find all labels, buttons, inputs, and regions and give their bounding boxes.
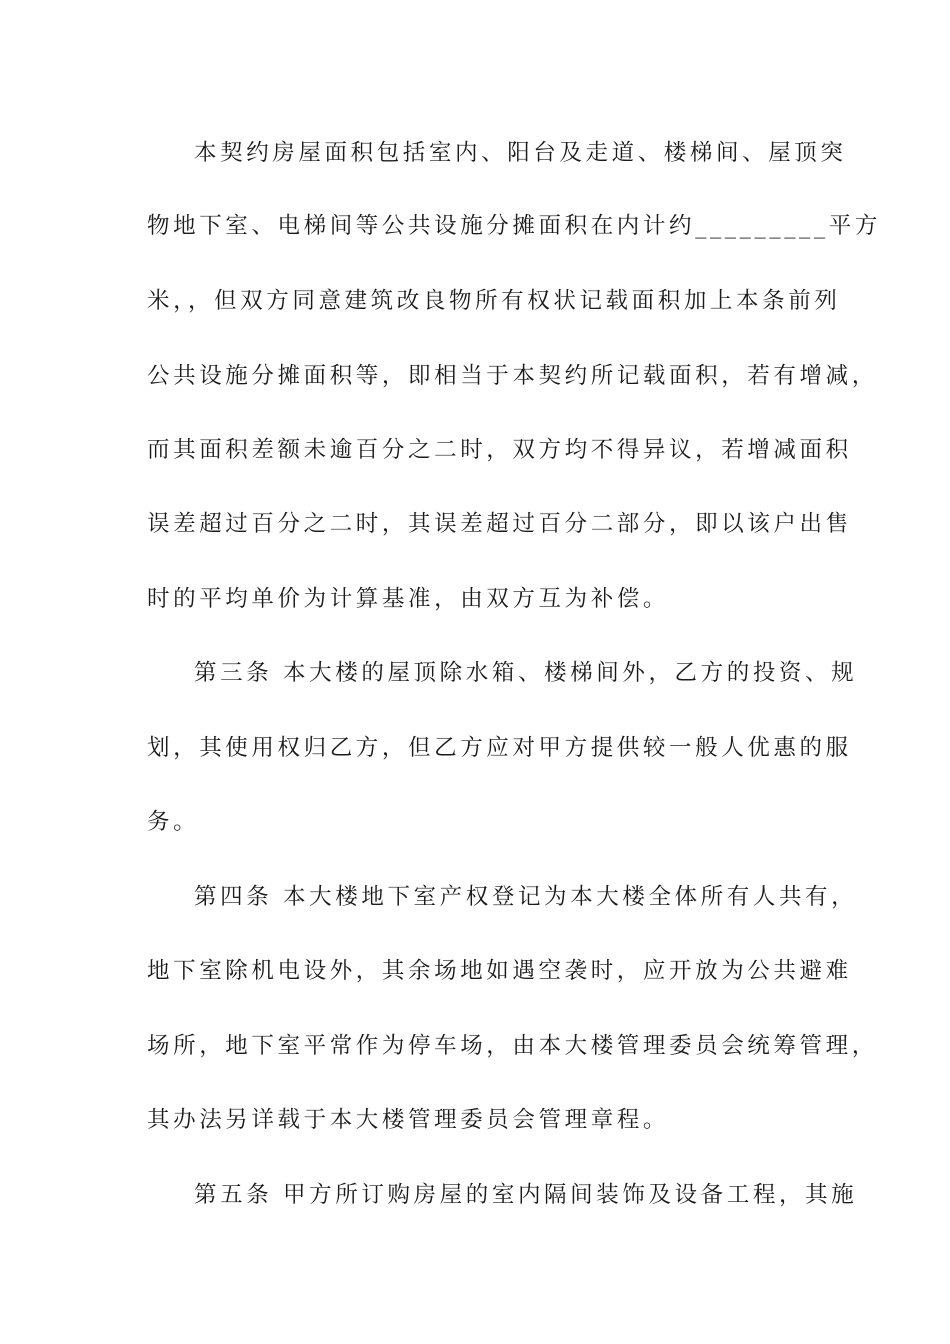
text-line: 误差超过百分之二时，其误差超过百分二部分，即以该户出售: [147, 511, 852, 537]
text-line: 第五条 甲方所订购房屋的室内隔间装饰及设备工程，其施: [194, 1182, 858, 1208]
text-line: 公共设施分摊面积等，即相当于本契约所记载面积，若有增减，: [147, 363, 878, 389]
text-line: 时的平均单价为计算基准，由双方互为补偿。: [147, 586, 670, 612]
text-line: 第四条 本大楼地下室产权登记为本大楼全体所有人共有，: [194, 884, 858, 910]
text-line: 第三条 本大楼的屋顶除水箱、楼梯间外，乙方的投资、规: [194, 660, 858, 686]
text-line: 米，，但双方同意建筑改良物所有权状记载面积加上本条前列: [147, 288, 841, 314]
text-line: 其办法另详载于本大楼管理委员会管理章程。: [147, 1107, 670, 1133]
text-line: 划，其使用权归乙方，但乙方应对甲方提供较一般人优惠的服: [147, 735, 852, 761]
text-line: 物地下室、电梯间等公共设施分摊面积在内计约_________平方: [147, 213, 881, 239]
text-line: 而其面积差额未逾百分之二时，双方均不得异议，若增减面积: [147, 437, 852, 463]
text-line: 本契约房屋面积包括室内、阳台及走道、楼梯间、屋顶突: [194, 140, 847, 166]
text-line: 场所，地下室平常作为停车场，由本大楼管理委员会统筹管理，: [147, 1033, 878, 1059]
text-line: 务。: [147, 809, 200, 835]
text-line: 地下室除机电设外，其余场地如遇空袭时，应开放为公共避难: [147, 958, 852, 984]
